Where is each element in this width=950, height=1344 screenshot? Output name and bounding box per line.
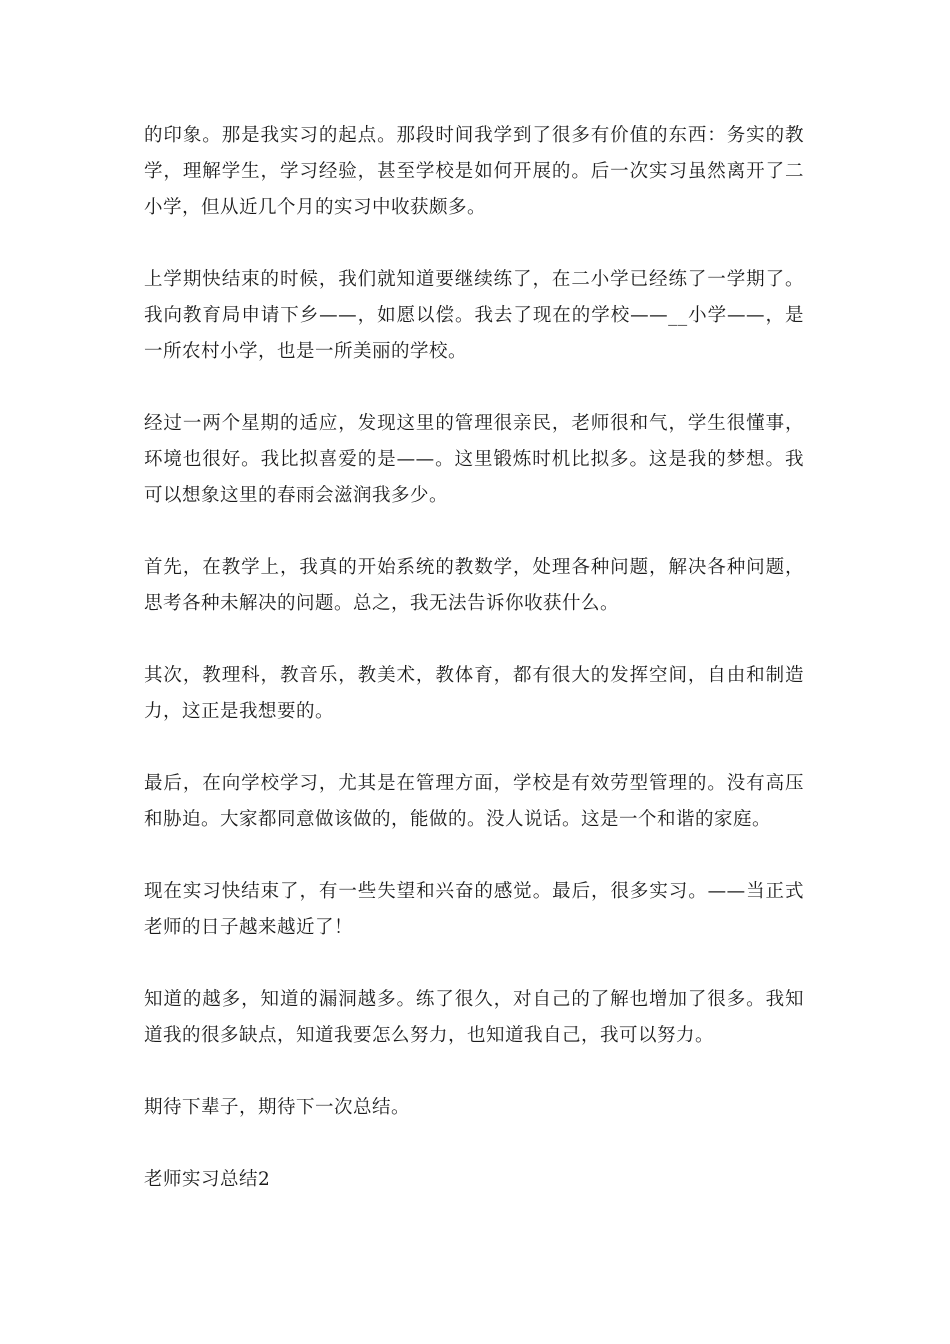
section-heading: 老师实习总结2 bbox=[144, 1169, 271, 1190]
paragraph-5: 其次，教理科，教音乐，教美术，教体育，都有很大的发挥空间，自由和制造力，这正是我想要的。 bbox=[144, 665, 804, 722]
paragraph-6: 最后，在向学校学习，尤其是在管理方面，学校是有效劳型管理的。没有高压和胁迫。大家都同意做该做的，能做的。没人说话。这是一个和谐的家庭。 bbox=[144, 773, 804, 830]
paragraph-8: 知道的越多，知道的漏洞越多。练了很久，对自己的了解也增加了很多。我知道我的很多缺点，知道我要怎么努力，也知道我自己，我可以努力。 bbox=[144, 989, 804, 1046]
paragraph-3: 经过一两个星期的适应，发现这里的管理很亲民，老师很和气，学生很懂事，环境也很好。我比拟喜爱的是——。这里锻炼时机比拟多。这是我的梦想。我可以想象这里的春雨会滋润我多少。 bbox=[144, 413, 804, 506]
paragraph-4: 首先，在教学上，我真的开始系统的教数学，处理各种问题，解决各种问题，思考各种未解决的问题。总之，我无法告诉你收获什么。 bbox=[144, 557, 804, 614]
paragraph-1: 的印象。那是我实习的起点。那段时间我学到了很多有价值的东西：务实的教学，理解学生，学习经验，甚至学校是如何开展的。后一次实习虽然离开了二小学，但从近几个月的实习中收获颇多。 bbox=[144, 125, 804, 218]
paragraph-7: 现在实习快结束了，有一些失望和兴奋的感觉。最后，很多实习。——当正式老师的日子越来越近了！ bbox=[144, 881, 804, 938]
paragraph-2: 上学期快结束的时候，我们就知道要继续练了，在二小学已经练了一学期了。我向教育局申请下乡——，如愿以偿。我去了现在的学校——__小学——，是一所农村小学，也是一所美丽的学校。 bbox=[144, 269, 804, 362]
document-body bbox=[144, 118, 804, 1198]
paragraph-9: 期待下辈子，期待下一次总结。 bbox=[144, 1097, 411, 1118]
